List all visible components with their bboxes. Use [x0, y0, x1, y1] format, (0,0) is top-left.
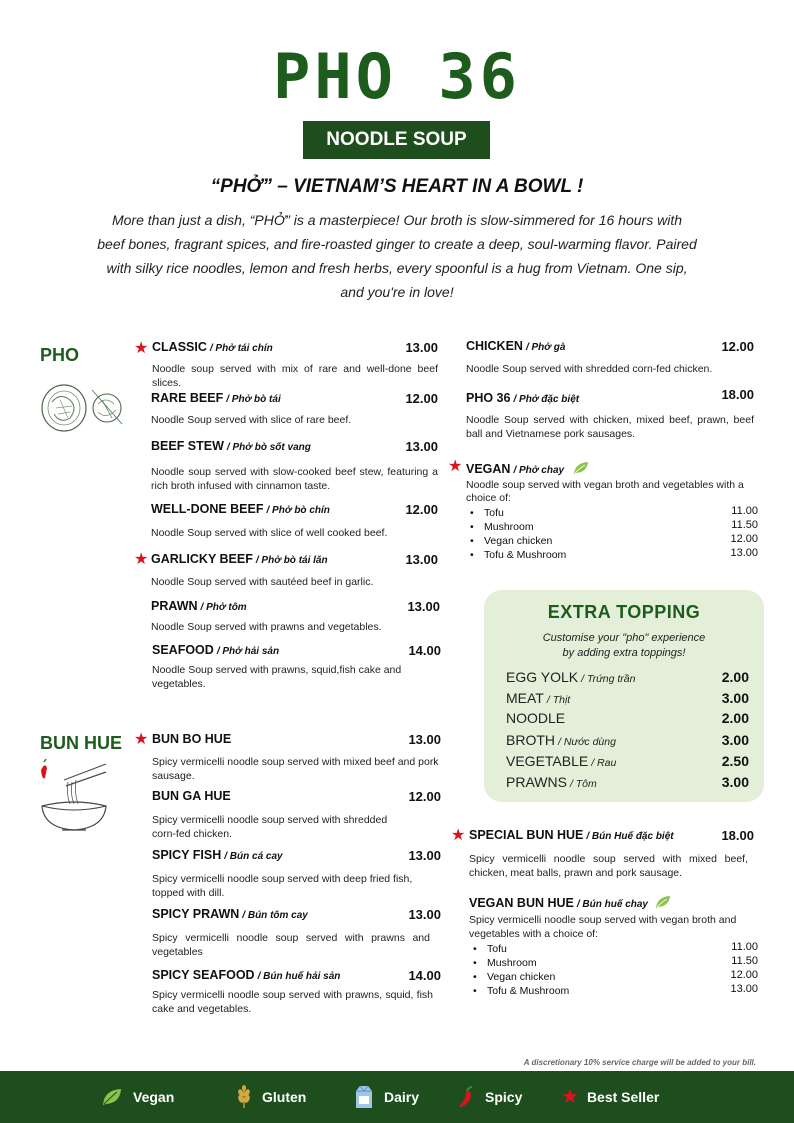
legend-spicy: [457, 1071, 522, 1123]
legend-best-seller: [561, 1071, 659, 1123]
item-description: Noodle soup served with vegan broth and vegetables with a choice of:: [466, 479, 744, 504]
topping-item: [506, 774, 749, 794]
menu-item-seafood: [152, 643, 441, 691]
topping-price: 3.00: [721, 774, 749, 790]
topping-item: [506, 710, 749, 730]
topping-vn-name: / Trứng trần: [581, 673, 636, 685]
topping-title: EXTRA TOPPING: [547, 602, 701, 622]
restaurant-title: PHO 36: [273, 40, 521, 113]
option-item: [469, 970, 758, 984]
option-label: Vegan chicken: [484, 535, 553, 547]
item-name: SPECIAL BUN HUE: [469, 828, 584, 842]
vegan-leaf-icon: [101, 1087, 123, 1107]
menu-item-bun-bo-hue: [152, 732, 441, 783]
legend-vegan: [101, 1071, 174, 1123]
item-description: Noodle Soup served with sautéed beef in garlic.: [151, 576, 374, 588]
item-description: Spicy vermicelli noodle soup served with mixed beef and pork sausage.: [152, 756, 439, 782]
milk-carton-icon: [352, 1085, 374, 1109]
menu-item-rare-beef: [151, 391, 438, 427]
intro-paragraph: More than just a dish, “PHỞ” is a masterpiece! Our broth is slow-simmered for 16 hours with beef bones, fragrant spices, and fire-roasted ginger to create a deep, soul-warming flavor. Paired with silky rice noodles, lemon and fresh herbs, every spoonful is a hug from Vietnam. One sip, and you're in love!: [97, 212, 697, 300]
item-vn-name: / Phở hải sản: [216, 646, 280, 657]
menu-item-vegan-bun-hue: [469, 893, 758, 998]
menu-item-beef-stew: [151, 439, 438, 493]
legend-label: Gluten: [262, 1089, 307, 1105]
legend-label: Vegan: [133, 1089, 175, 1105]
item-name: WELL-DONE BEEF: [151, 502, 264, 516]
best-seller-star-icon: ★: [561, 1086, 579, 1108]
item-price: 13.00: [405, 552, 438, 567]
item-name: GARLICKY BEEF: [151, 552, 253, 566]
item-description: Spicy vermicelli noodle soup served with vegan broth and vegetables with a choice of:: [469, 914, 737, 940]
option-item: [469, 942, 758, 956]
topping-vn-name: / Rau: [591, 757, 617, 769]
option-price: 12.00: [730, 969, 758, 981]
topping-name: MEAT: [506, 690, 544, 706]
best-seller-star-icon: ★: [134, 340, 149, 357]
topping-price: 3.00: [721, 732, 749, 748]
item-description: Noodle soup served with slow-cooked beef stew, featuring a rich broth infused with cinnamon taste.: [151, 466, 438, 492]
item-description: Noodle Soup served with shredded corn-fed chicken.: [466, 363, 713, 375]
option-price: 11.50: [731, 519, 758, 531]
tagline: “PHỞ” – VIETNAM’S HEART IN A BOWL !: [210, 176, 584, 197]
topping-price: 3.00: [721, 690, 749, 706]
item-price: 14.00: [408, 643, 441, 658]
topping-price: 2.00: [721, 669, 749, 685]
legend-footer: [0, 1071, 794, 1123]
item-description: Noodle Soup served with prawns and vegetables.: [151, 621, 382, 633]
best-seller-star-icon: ★: [448, 458, 463, 475]
legend-label: Spicy: [485, 1089, 523, 1105]
item-name: SPICY PRAWN: [152, 907, 240, 921]
option-label: Vegan chicken: [487, 971, 556, 983]
item-vn-name: / Phở bò tái lăn: [255, 555, 328, 566]
item-name: RARE BEEF: [151, 391, 224, 405]
best-seller-star-icon: ★: [134, 731, 149, 748]
item-vn-name: / Bún Huế đặc biệt: [586, 831, 674, 842]
item-price: 12.00: [408, 789, 441, 804]
option-price: 11.50: [731, 955, 758, 967]
topping-name: NOODLE: [506, 710, 566, 726]
menu-item-prawn: [151, 599, 440, 634]
item-name: VEGAN: [466, 462, 511, 476]
best-seller-star-icon: ★: [134, 551, 149, 568]
item-vn-name: / Bún cá cay: [224, 851, 283, 862]
option-item: [466, 520, 758, 534]
option-label: Tofu: [484, 507, 504, 519]
chili-pepper-icon: [457, 1085, 475, 1109]
vegan-leaf-icon: [654, 895, 672, 909]
option-item: [466, 506, 758, 520]
topping-name: VEGETABLE: [506, 753, 589, 769]
menu-item-bun-ga-hue: [152, 789, 441, 841]
item-description: Spicy vermicelli noodle soup served with shredded corn-fed chicken.: [152, 814, 388, 840]
vegan-leaf-icon: [572, 461, 590, 475]
item-vn-name: / Phở bò chín: [266, 505, 330, 516]
menu-item-special-bun-hue: [469, 828, 754, 880]
item-price: 12.00: [405, 502, 438, 517]
item-name: PHO 36: [466, 391, 511, 405]
item-price: 14.00: [408, 968, 441, 983]
item-description: Noodle Soup served with slice of rare beef.: [151, 414, 352, 426]
item-price: 18.00: [721, 828, 754, 843]
item-name: CHICKEN: [466, 339, 523, 353]
section-label-pho: PHO: [40, 345, 80, 365]
topping-subtitle-line: by adding extra toppings!: [562, 647, 686, 659]
menu-item-spicy-fish: [152, 848, 441, 900]
item-description: Spicy vermicelli noodle soup served with prawns, squid, fish cake and vegetables.: [152, 989, 433, 1015]
item-vn-name: / Phở tôm: [200, 602, 247, 613]
item-name: SEAFOOD: [152, 643, 214, 657]
item-price: 13.00: [408, 848, 441, 863]
item-name: SPICY FISH: [152, 848, 222, 862]
topping-item: [506, 669, 749, 689]
item-vn-name: / Phở gà: [525, 342, 566, 353]
menu-item-vegan-pho: [466, 459, 758, 562]
topping-name: EGG YOLK: [506, 669, 579, 685]
topping-vn-name: / Tôm: [569, 778, 597, 790]
item-name: CLASSIC: [152, 340, 207, 354]
wheat-icon: [236, 1085, 252, 1109]
best-seller-star-icon: ★: [451, 827, 466, 844]
topping-price: 2.50: [721, 753, 749, 769]
topping-item: [506, 690, 749, 710]
topping-name: BROTH: [506, 732, 555, 748]
item-description: Noodle Soup served with slice of well cooked beef.: [151, 527, 388, 539]
item-vn-name: / Bún huế hải sản: [257, 971, 341, 982]
option-label: Mushroom: [484, 521, 534, 533]
option-list: [466, 506, 758, 562]
extra-topping-box: [484, 590, 764, 802]
item-description: Spicy vermicelli noodle soup served with deep fried fish, topped with dill.: [152, 873, 413, 899]
item-price: 13.00: [408, 732, 441, 747]
option-label: Mushroom: [487, 957, 537, 969]
legend-gluten: [236, 1071, 306, 1123]
item-name: VEGAN BUN HUE: [469, 896, 574, 910]
pho-bowl-illustration: [40, 378, 128, 434]
item-vn-name: / Phở bò sốt vang: [226, 442, 311, 453]
option-label: Tofu: [487, 943, 507, 955]
item-vn-name: / Bún huế chay: [576, 899, 648, 910]
item-name: BUN BO HUE: [152, 732, 232, 746]
menu-item-well-done-beef: [151, 502, 438, 540]
option-price: 11.00: [731, 505, 758, 517]
item-description: Spicy vermicelli noodle soup served with mixed beef, chicken, meat balls, prawn and pork sausage.: [469, 853, 748, 879]
topping-name: PRAWNS: [506, 774, 567, 790]
item-price: 12.00: [405, 391, 438, 406]
menu-item-spicy-seafood: [152, 968, 441, 1016]
legend-label: Dairy: [384, 1089, 420, 1105]
option-label: Tofu & Mushroom: [484, 549, 567, 561]
topping-price: 2.00: [721, 710, 749, 726]
option-list: [469, 942, 758, 998]
option-price: 12.00: [730, 533, 758, 545]
topping-item: [506, 753, 749, 773]
item-vn-name: / Phở bò tái: [226, 394, 281, 405]
item-price: 18.00: [721, 387, 754, 402]
item-vn-name: / Bún tôm cay: [242, 910, 308, 921]
option-price: 13.00: [730, 547, 758, 559]
item-price: 13.00: [407, 599, 440, 614]
item-price: 13.00: [405, 439, 438, 454]
option-item: [469, 984, 758, 998]
item-price: 12.00: [721, 339, 754, 354]
section-label-bun-hue: BUN HUE: [40, 733, 123, 753]
item-name: SPICY SEAFOOD: [152, 968, 255, 982]
topping-vn-name: / Thịt: [546, 694, 571, 706]
item-price: 13.00: [408, 907, 441, 922]
bun-hue-bowl-illustration: [38, 758, 110, 836]
menu-item-spicy-prawn: [152, 907, 441, 959]
topping-vn-name: / Nước dùng: [558, 736, 616, 748]
legend-dairy: [352, 1071, 419, 1123]
menu-item-garlicky-beef: [151, 552, 438, 589]
item-vn-name: / Phở tái chín: [209, 343, 273, 354]
menu-item-chicken: [466, 339, 754, 376]
menu-item-classic: [152, 340, 438, 390]
item-vn-name: / Phở đặc biệt: [513, 394, 580, 405]
topping-subtitle-line: Customise your "pho" experience: [542, 632, 706, 644]
topping-subtitle: [484, 631, 764, 661]
item-description: Noodle Soup served with prawns, squid,fish cake and vegetables.: [152, 664, 402, 690]
option-item: [466, 548, 758, 562]
item-vn-name: / Phở chay: [513, 465, 565, 476]
item-description: Noodle soup served with mix of rare and well-done beef slices.: [152, 363, 438, 389]
topping-item: [506, 732, 749, 752]
option-label: Tofu & Mushroom: [487, 985, 570, 997]
item-description: Noodle Soup served with chicken, mixed beef, prawn, beef ball and Vietnamese pork sausages.: [466, 414, 754, 440]
item-price: 13.00: [405, 340, 438, 355]
item-name: BEEF STEW: [151, 439, 224, 453]
menu-item-pho-36: [466, 387, 754, 441]
legend-label: Best Seller: [586, 1089, 660, 1105]
item-description: Spicy vermicelli noodle soup served with prawns and vegetables: [152, 932, 430, 958]
option-item: [466, 534, 758, 548]
option-price: 11.00: [731, 941, 758, 953]
option-item: [469, 956, 758, 970]
service-charge-note: A discretionary 10% service charge will be added to your bill.: [523, 1058, 756, 1067]
category-banner: NOODLE SOUP: [303, 121, 490, 159]
item-name: BUN GA HUE: [152, 789, 231, 803]
option-price: 13.00: [730, 983, 758, 995]
item-name: PRAWN: [151, 599, 198, 613]
